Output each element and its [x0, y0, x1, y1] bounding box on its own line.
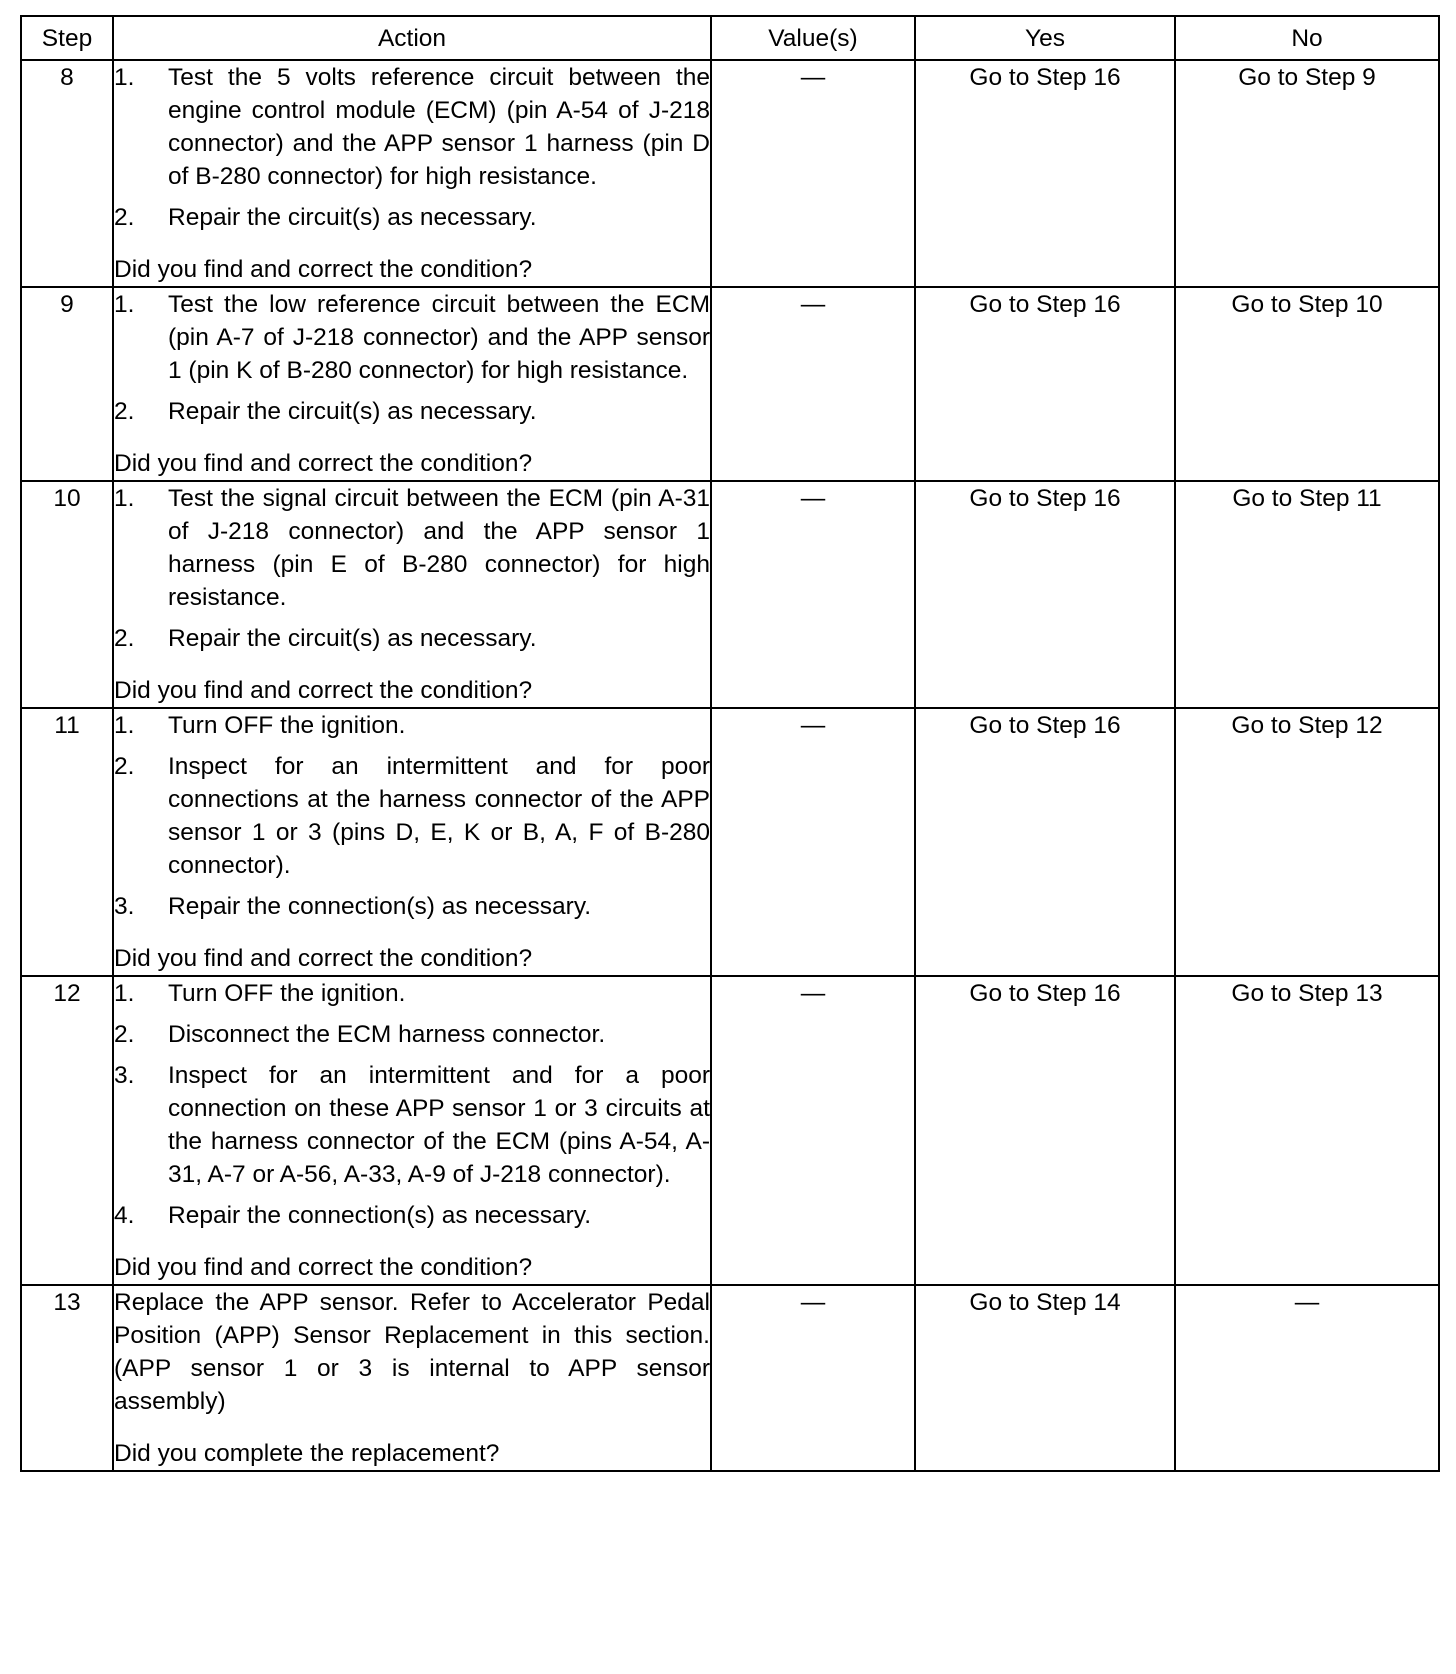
step-number: 10: [21, 481, 113, 708]
step-number: 8: [21, 60, 113, 287]
diagnostic-table: [20, 15, 1440, 1472]
no-cell: Go to Step 9: [1175, 60, 1439, 287]
action-item: 1. Turn OFF the ignition.: [114, 980, 406, 1007]
header-yes: Yes: [915, 16, 1175, 60]
header-row: [21, 16, 1439, 60]
no-cell: Go to Step 12: [1175, 708, 1439, 976]
action-cell: [113, 976, 711, 1285]
yes-cell: Go to Step 16: [915, 481, 1175, 708]
action-cell: [113, 60, 711, 287]
table-row-step-11: [21, 708, 1439, 976]
step-number: 13: [21, 1285, 113, 1471]
action-item: 1. Test the signal circuit between the ECM (pin A-31 of J-218 connector) and the APP sensor 1 harness (pin E of B-280 connector) for high resistance.: [114, 485, 710, 611]
table-row-step-13: [21, 1285, 1439, 1471]
action-item: 1. Test the 5 volts reference circuit between the engine control module (ECM) (pin A-54 of J-218 connector) and the APP sensor 1 harness (pin D of B-280 connector) for high resistance.: [114, 64, 710, 190]
no-cell: —: [1175, 1285, 1439, 1471]
action-paragraph: Replace the APP sensor. Refer to Accelerator Pedal Position (APP) Sensor Replacement in this section. (APP sensor 1 or 3 is internal to APP sensor assembly): [114, 1289, 710, 1415]
header-no: No: [1175, 16, 1439, 60]
action-question: Did you find and correct the condition?: [114, 450, 533, 477]
action-item: 2. Repair the circuit(s) as necessary.: [114, 625, 537, 652]
action-question: Did you complete the replacement?: [114, 1440, 500, 1467]
value-cell: —: [711, 60, 915, 287]
action-cell: [113, 708, 711, 976]
action-list: [114, 61, 710, 234]
table-row-step-8: [21, 60, 1439, 287]
action-item: 1. Test the low reference circuit between the ECM (pin A-7 of J-218 connector) and the APP sensor 1 (pin K of B-280 connector) for high resistance.: [114, 291, 710, 384]
action-item: 4. Repair the connection(s) as necessary.: [114, 1202, 592, 1229]
value-cell: —: [711, 708, 915, 976]
action-question: Did you find and correct the condition?: [114, 1254, 533, 1281]
table-row-step-10: [21, 481, 1439, 708]
action-item: 2. Repair the circuit(s) as necessary.: [114, 204, 537, 231]
yes-cell: Go to Step 16: [915, 60, 1175, 287]
yes-cell: Go to Step 16: [915, 976, 1175, 1285]
step-number: 9: [21, 287, 113, 481]
header-step: Step: [21, 16, 113, 60]
action-cell: [113, 287, 711, 481]
step-number: 11: [21, 708, 113, 976]
action-cell: [113, 481, 711, 708]
action-list: [114, 288, 710, 428]
action-item: 2. Disconnect the ECM harness connector.: [114, 1021, 606, 1048]
action-question: Did you find and correct the condition?: [114, 677, 533, 704]
yes-cell: Go to Step 14: [915, 1285, 1175, 1471]
no-cell: Go to Step 11: [1175, 481, 1439, 708]
action-question: Did you find and correct the condition?: [114, 945, 533, 972]
action-list: [114, 482, 710, 655]
action-item: 3. Inspect for an intermittent and for a poor connection on these APP sensor 1 or 3 circuits at the harness connector of the ECM (pins A-54, A-31, A-7 or A-56, A-33, A-9 of J-218 connector).: [114, 1062, 710, 1188]
no-cell: Go to Step 13: [1175, 976, 1439, 1285]
yes-cell: Go to Step 16: [915, 708, 1175, 976]
value-cell: —: [711, 481, 915, 708]
no-cell: Go to Step 10: [1175, 287, 1439, 481]
table-row-step-12: [21, 976, 1439, 1285]
table-row-step-9: [21, 287, 1439, 481]
action-cell: [113, 1285, 711, 1471]
header-action: Action: [113, 16, 711, 60]
yes-cell: Go to Step 16: [915, 287, 1175, 481]
value-cell: —: [711, 287, 915, 481]
header-values: Value(s): [711, 16, 915, 60]
action-item: 1. Turn OFF the ignition.: [114, 712, 406, 739]
step-number: 12: [21, 976, 113, 1285]
value-cell: —: [711, 976, 915, 1285]
value-cell: —: [711, 1285, 915, 1471]
action-item: 2. Inspect for an intermittent and for poor connections at the harness connector of the APP sensor 1 or 3 (pins D, E, K or B, A, F of B-280 connector).: [114, 753, 710, 879]
action-list: [114, 977, 710, 1232]
action-list: [114, 709, 710, 923]
action-question: Did you find and correct the condition?: [114, 256, 533, 283]
action-item: 3. Repair the connection(s) as necessary.: [114, 893, 592, 920]
action-item: 2. Repair the circuit(s) as necessary.: [114, 398, 537, 425]
